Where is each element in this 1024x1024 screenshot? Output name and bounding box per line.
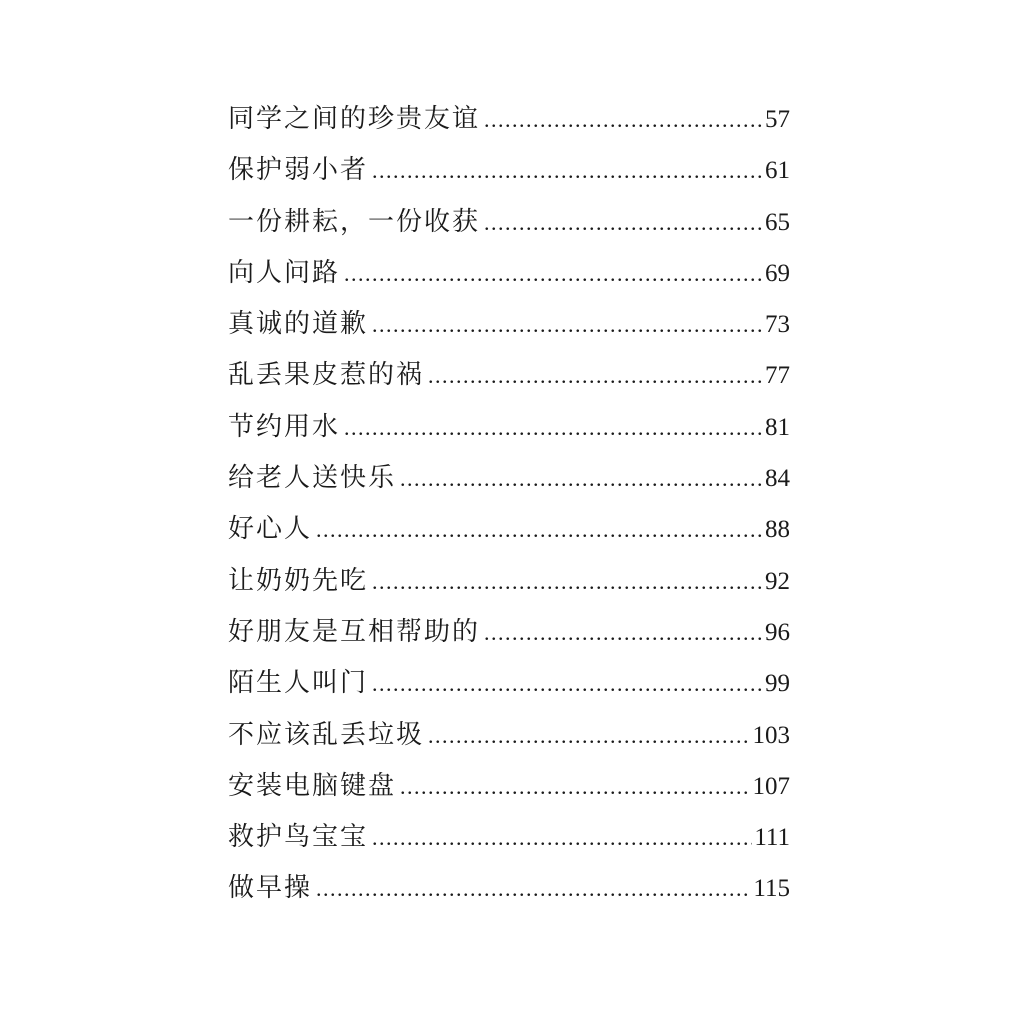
toc-entry[interactable] [228,350,790,401]
toc-entry[interactable] [228,607,790,658]
toc-entry[interactable] [228,556,790,607]
toc-entry-page: 115 [753,875,790,903]
toc-entry-title: 让奶奶先吃 [228,565,369,596]
dot-leader [344,402,763,453]
toc-entry-page: 81 [765,413,790,441]
toc-entry-page: 73 [765,311,790,339]
dot-leader [372,556,763,607]
dot-leader [316,504,763,555]
toc-entry-page: 99 [765,670,790,698]
toc-entry-title: 保护弱小者 [228,155,369,186]
toc-entry-title: 乱丢果皮惹的祸 [228,360,425,391]
toc-entry-title: 好心人 [228,514,313,545]
toc-entry[interactable] [228,504,790,555]
toc-entry[interactable] [228,248,790,299]
toc-entry[interactable] [228,710,790,761]
dot-leader [428,710,750,761]
toc-entry-page: 69 [765,259,790,287]
dot-leader [372,299,763,350]
toc-entry-title: 不应该乱丢垃圾 [228,719,425,750]
toc-entry[interactable] [228,299,790,350]
toc-entry-title: 好朋友是互相帮助的 [228,616,481,647]
dot-leader [484,197,763,248]
toc-entry-title: 做早操 [228,873,313,904]
toc-entry[interactable] [228,145,790,196]
toc-entry[interactable] [228,761,790,812]
toc-entry-page: 88 [765,516,790,544]
dot-leader [484,94,763,145]
dot-leader [484,607,763,658]
dot-leader [372,145,763,196]
dot-leader [400,453,763,504]
toc-entry[interactable] [228,658,790,709]
dot-leader [400,761,750,812]
toc-entry-page: 61 [765,157,790,185]
toc-entry-title: 给老人送快乐 [228,463,397,494]
toc-entry-page: 84 [765,465,790,493]
toc-entry-page: 111 [754,824,790,852]
toc-entry[interactable] [228,402,790,453]
toc-entry-title: 一份耕耘，一份收获 [228,206,481,237]
toc-entry-page: 103 [752,721,790,749]
dot-leader [428,350,763,401]
toc-entry-title: 同学之间的珍贵友谊 [228,104,481,134]
toc-entry-page: 96 [765,618,790,646]
dot-leader [372,812,752,863]
toc-entry-title: 节约用水 [228,411,341,442]
toc-entry-title: 陌生人叫门 [228,668,369,699]
toc-entry-page: 77 [765,362,790,390]
toc-entry[interactable] [228,863,790,914]
dot-leader [316,863,751,914]
toc-entry-title: 安装电脑键盘 [228,770,397,801]
toc-entry[interactable] [228,94,790,145]
toc-entry-page: 65 [765,208,790,236]
toc-entry-page: 92 [765,567,790,595]
dot-leader [372,658,763,709]
toc-entry-title: 向人问路 [228,257,341,288]
toc-entry-page: 57 [765,106,790,133]
toc-entry[interactable] [228,197,790,248]
toc-entry-title: 救护鸟宝宝 [228,822,369,853]
table-of-contents [228,94,790,915]
toc-entry-page: 107 [752,772,790,800]
toc-entry-title: 真诚的道歉 [228,309,369,340]
toc-entry[interactable] [228,812,790,863]
dot-leader [344,248,763,299]
toc-entry[interactable] [228,453,790,504]
